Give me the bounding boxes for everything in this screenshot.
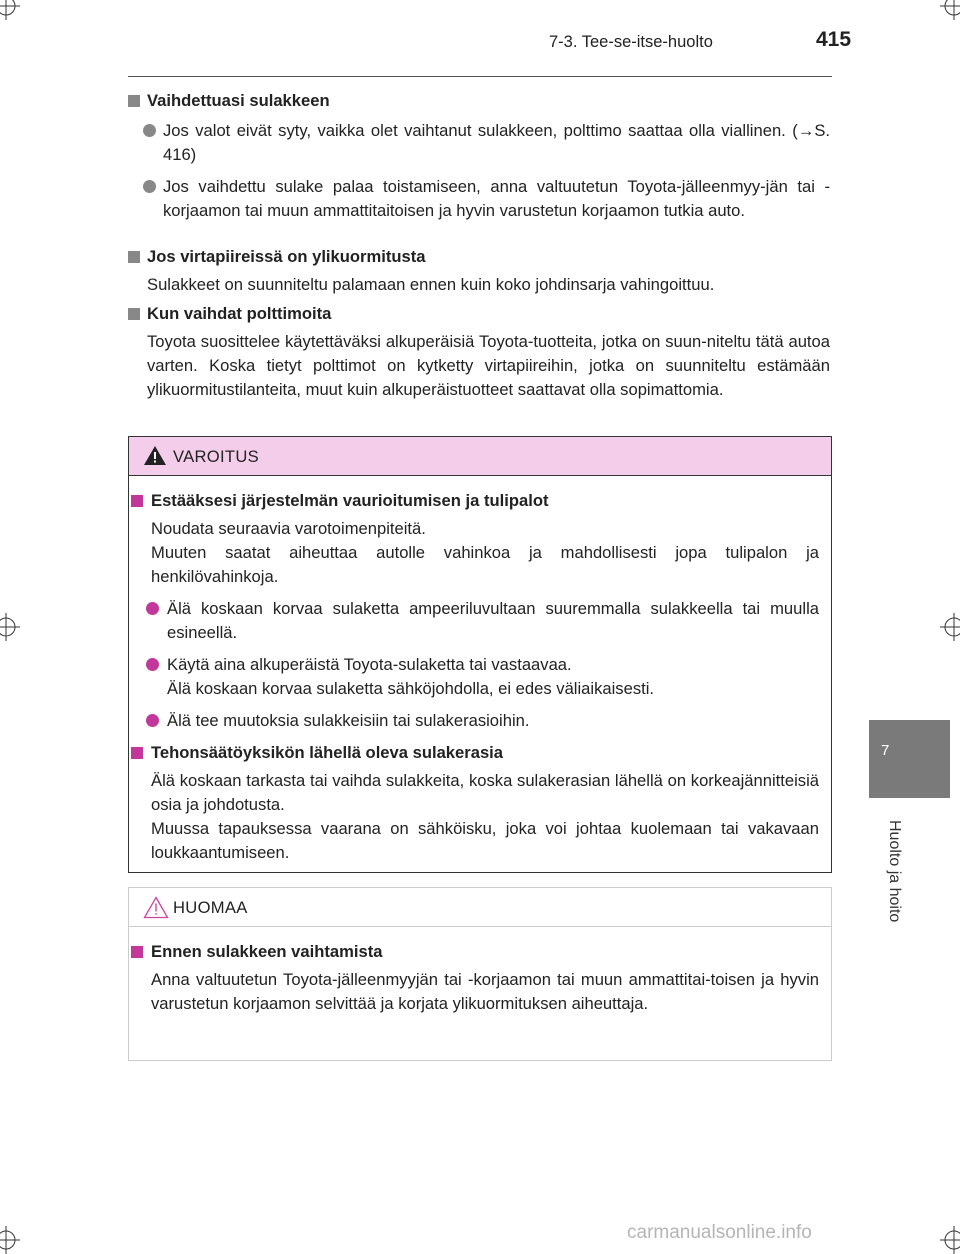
crop-mark-icon (0, 613, 20, 641)
square-bullet-icon (128, 95, 140, 107)
notice-box (128, 887, 832, 1061)
chapter-label: Huolto ja hoito (886, 820, 903, 923)
square-bullet-icon (131, 495, 143, 507)
paragraph: Sulakkeet on suunniteltu palamaan ennen kuin koko johdinsarja vahingoittuu. (147, 275, 715, 294)
section-heading: Vaihdettuasi sulakkeen (128, 89, 830, 113)
warning-header (129, 437, 831, 476)
paragraph: Muussa tapauksessa vaarana on sähköisku, joka voi johtaa kuolemaan tai vakavaan loukkaantumiseen. (151, 819, 819, 862)
notice-header (129, 888, 831, 927)
watermark: carmanualsonline.info (627, 1222, 812, 1243)
list-item: Älä tee muutoksia sulakkeisiin tai sulakerasioihin. (129, 709, 829, 733)
list-item: Jos vaihdettu sulake palaa toistamiseen, anna valtuutetun Toyota-jälleenmyy-jän tai -korjaamon tai muun ammattitaitoisen ja hyvin varustetun korjaamon tutkia auto. (128, 175, 830, 223)
crop-mark-icon (940, 1226, 960, 1254)
paragraph: Älä koskaan tarkasta tai vaihda sulakkeita, koska sulakerasian lähellä on korkeajännitteisiä osia ja johdotusta. (151, 771, 819, 814)
crop-mark-icon (940, 613, 960, 641)
paragraph: Anna valtuutetun Toyota-jälleenmyyjän tai -korjaamon tai muun ammattitai-toisen ja hyvin varustetun korjaamon selvittää ja korjata ylikuormituksen aiheuttaja. (151, 970, 819, 1013)
page-number: 415 (816, 28, 852, 51)
paragraph: Noudata seuraavia varotoimenpiteitä. (151, 519, 426, 538)
warning-triangle-icon (143, 445, 167, 471)
caution-triangle-icon (143, 896, 169, 924)
section-polttimot (128, 302, 830, 402)
section-heading: Jos virtapiireissä on ylikuormitusta (128, 245, 830, 269)
square-bullet-icon (131, 747, 143, 759)
paragraph: Toyota suosittelee käytettäväksi alkuperäisiä Toyota-tuotteita, jotka on suun-niteltu tätä autoa varten. Koska tietyt polttimot on kytketty virtapiireihin, jotka on suunniteltu estämään ylikuormitustilanteita, muut kuin alkuperäistuotteet saattavat olla sopimattomia. (147, 332, 830, 399)
warning-title: VAROITUS (173, 447, 259, 466)
round-bullet-icon (146, 658, 159, 671)
crop-mark-icon (0, 0, 20, 20)
square-bullet-icon (131, 946, 143, 958)
chapter-number: 7 (881, 742, 890, 759)
round-bullet-icon (143, 124, 156, 137)
section-heading: Estääksesi järjestelmän vaurioitumisen ja tulipalot (129, 489, 829, 513)
list-item: Jos valot eivät syty, vaikka olet vaihtanut sulakkeen, polttimo saattaa olla viallinen. (→S. 416) (128, 119, 830, 167)
notice-title: HUOMAA (173, 898, 248, 917)
section-heading: Kun vaihdat polttimoita (128, 302, 830, 326)
warning-body (129, 489, 829, 865)
notice-body (129, 940, 829, 1016)
section-heading: Ennen sulakkeen vaihtamista (129, 940, 829, 964)
list-item: Älä koskaan korvaa sulaketta ampeeriluvultaan suuremmalla sulakkeella tai muulla esineellä. (129, 597, 829, 645)
square-bullet-icon (128, 308, 140, 320)
square-bullet-icon (128, 251, 140, 263)
header-rule (128, 76, 832, 77)
section-title: 7-3. Tee-se-itse-huolto (549, 33, 713, 51)
paragraph: Muuten saatat aiheuttaa autolle vahinkoa ja mahdollisesti jopa tulipalon ja henkilövahinkoja. (151, 543, 819, 586)
round-bullet-icon (143, 180, 156, 193)
section-heading: Tehonsäätöyksikön lähellä oleva sulakerasia (129, 741, 829, 765)
list-item: Käytä aina alkuperäistä Toyota-sulaketta tai vastaavaa. Älä koskaan korvaa sulaketta sähköjohdolla, ei edes väliaikaisesti. (129, 653, 829, 701)
section-virtapiirit (128, 245, 830, 297)
crop-mark-icon (0, 1226, 20, 1254)
crop-mark-icon (940, 0, 960, 20)
section-vaihdettuasi (128, 89, 830, 223)
warning-box (128, 436, 832, 873)
round-bullet-icon (146, 602, 159, 615)
round-bullet-icon (146, 714, 159, 727)
chapter-tab (869, 720, 950, 798)
